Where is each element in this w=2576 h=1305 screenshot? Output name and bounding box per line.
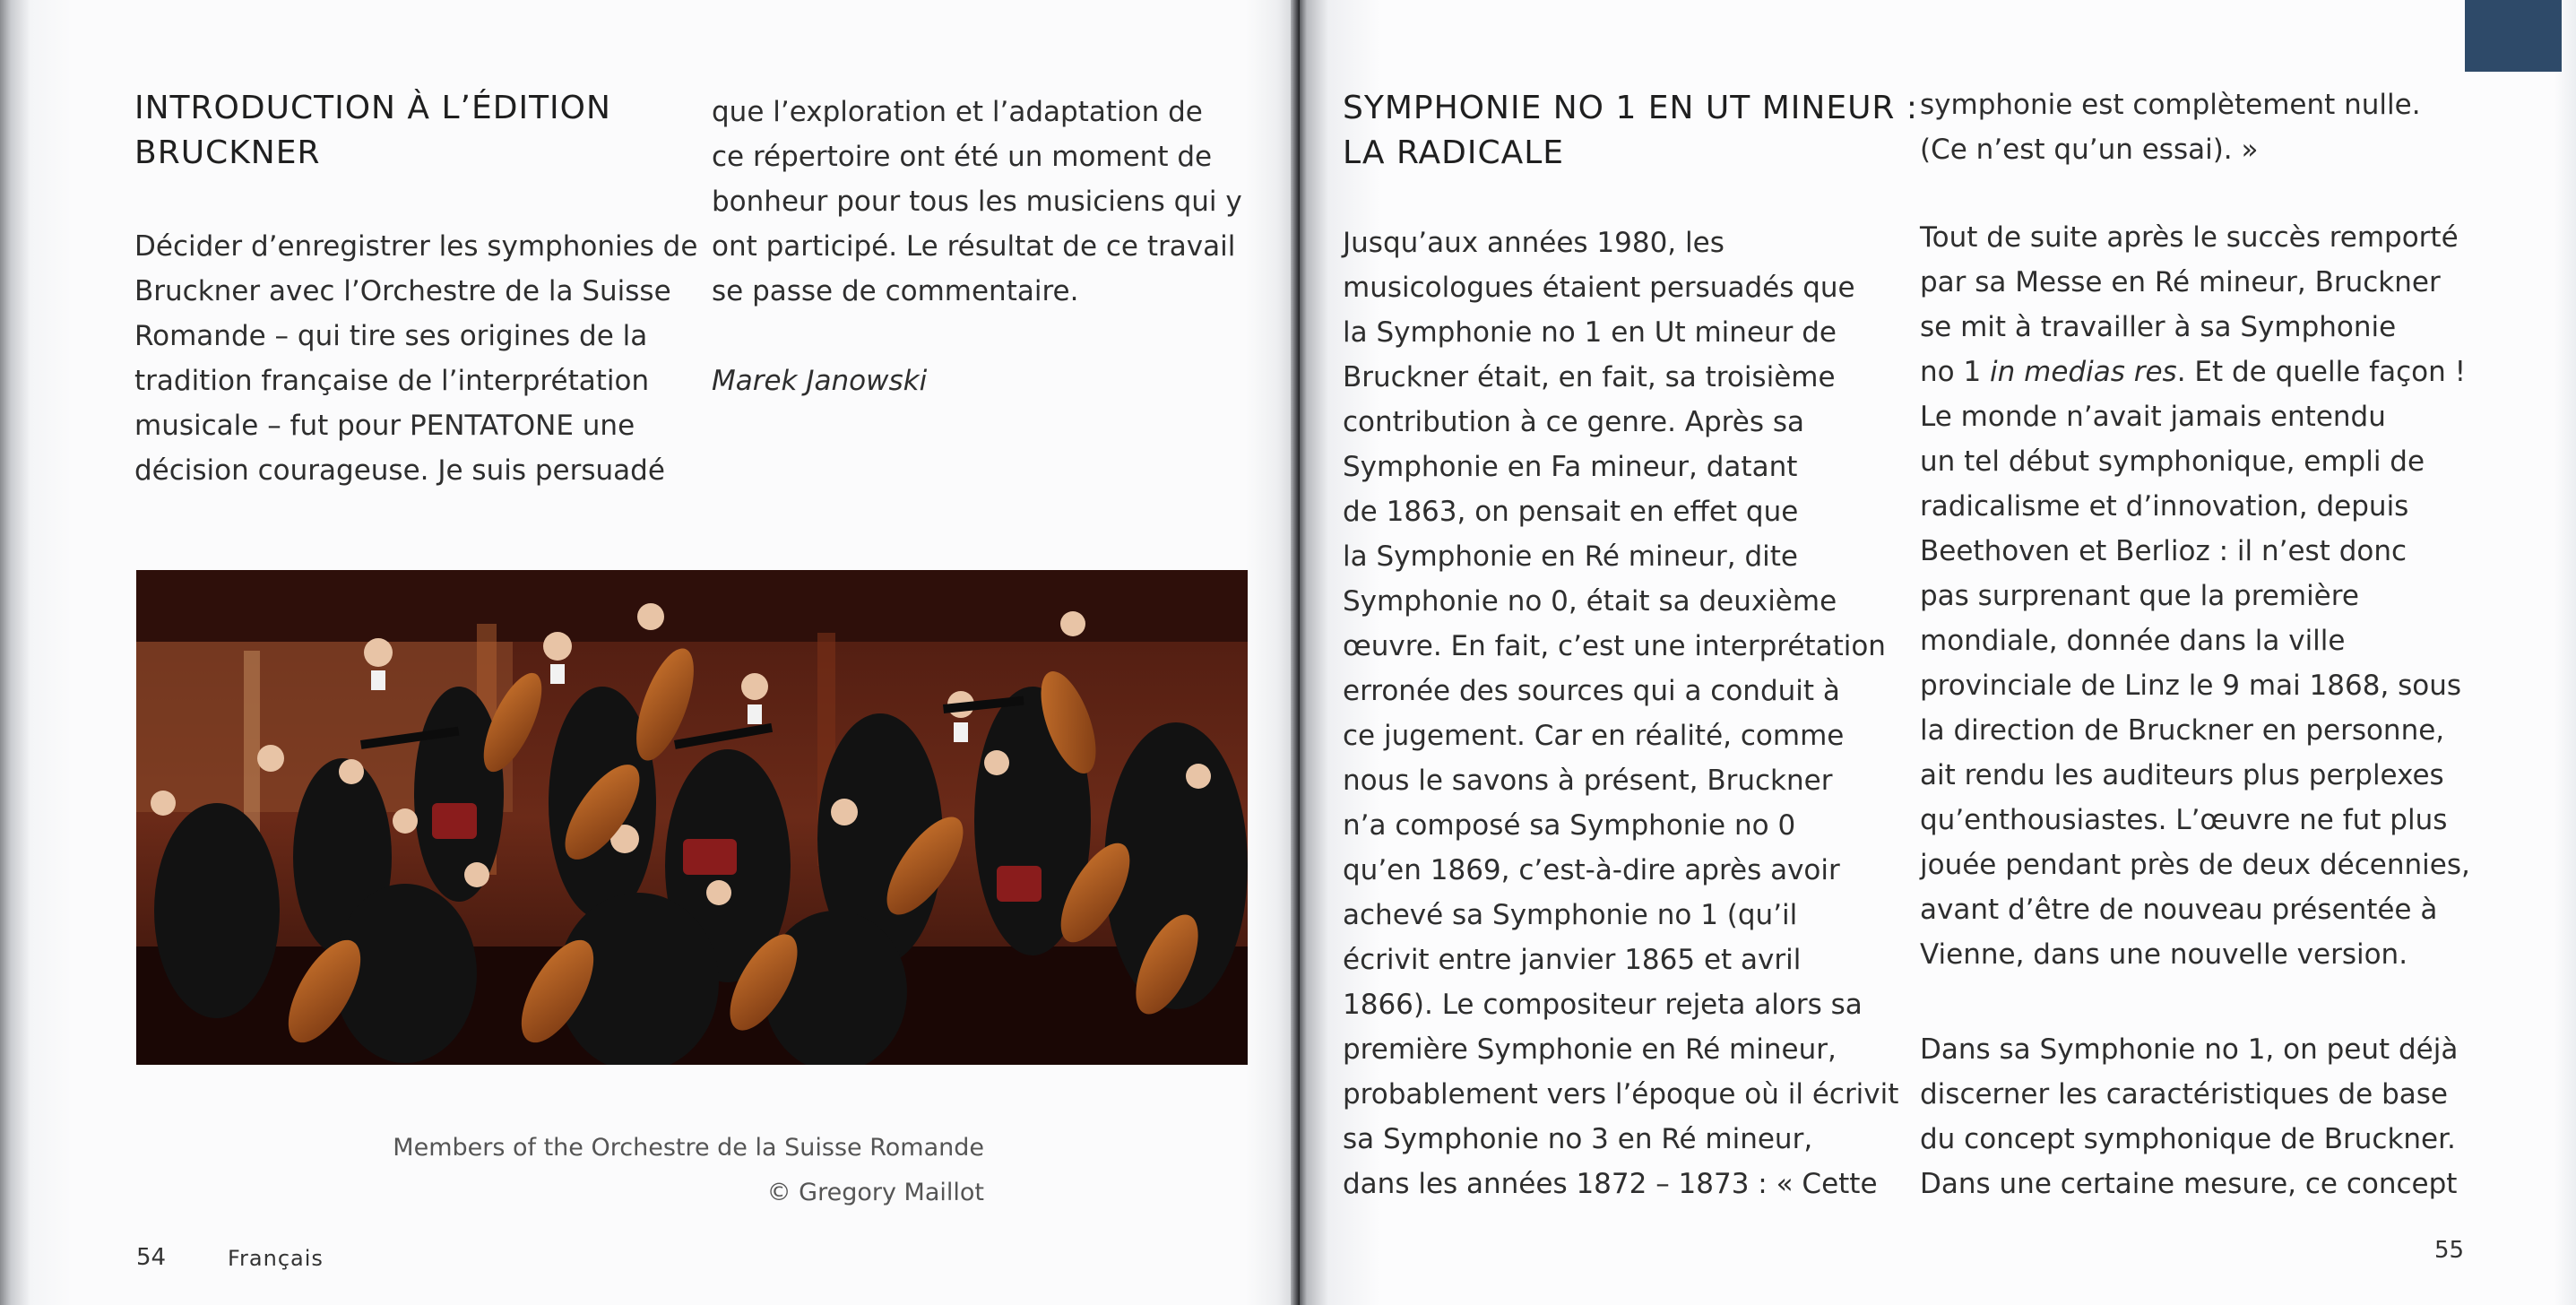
right-column-2-para-2 (1920, 215, 2470, 977)
language-label: Français (228, 1246, 324, 1271)
para-2-text-a: Tout de suite après le succès remporté par sa Messe en Ré mineur, Bruckner se mit à travailler à sa Symphonie no 1 (1920, 221, 2459, 388)
right-column-2-para-1: symphonie est complètement nulle. (Ce n’est qu’un essai). » (1920, 89, 2421, 166)
left-column-1-text: Décider d’enregistrer les symphonies de Bruckner avec l’Orchestre de la Suisse Romande – qui tire ses origines de la tradition française de l’interprétation musicale – fut pour PENTATONE une décision courageuse. Je suis persuadé (134, 230, 698, 487)
para-2-italic-phrase: in medias res (1990, 356, 2177, 388)
page-number-right: 55 (2434, 1237, 2465, 1264)
right-heading: SYMPHONIE NO 1 EN UT MINEUR : LA RADICALE (1343, 90, 1919, 171)
photo-caption: Members of the Orchestre de la Suisse Romande © Gregory Maillot (393, 1134, 984, 1206)
orchestra-photo (136, 570, 1248, 1065)
right-page (1300, 0, 2576, 1305)
left-column-2-text: que l’exploration et l’adaptation de ce répertoire ont été un moment de bonheur pour tous les musiciens qui y ont participé. Le résultat de ce travail se passe de commentaire. (712, 96, 1242, 307)
right-column-1-text: Jusqu’aux années 1980, les musicologues étaient persuadés que la Symphonie no 1 en Ut mineur de Bruckner était, en fait, sa troisième contribution à ce genre. Après sa Symphonie en Fa mineur, datant de 1863, on pensait en effet que la Symphonie en Ré mineur, dite Symphonie no 0, était sa deuxième œuvre. En fait, c’est une interprétation erronée des sources qui a conduit à ce jugement. Car en réalité, comme nous le savons à présent, Bruckner n’a composé sa Symphonie no 0 qu’en 1869, c’est-à-dire après avoir achevé sa Symphonie no 1 (qu’il écrivit entre janvier 1865 et avril 1866). Le compositeur rejeta alors sa première Symphonie en Ré mineur, probablement vers l’époque où il écrivit sa Symphonie no 3 en Ré mineur, dans les années 1872 – 1873 : « Cette (1343, 227, 1899, 1200)
para-2-text-b: . Et de quelle façon ! Le monde n’avait jamais entendu un tel début symphonique, empli de radicalisme et d’innovation, depuis Beethoven et Berlioz : il n’est donc pas surprenant que la première mondiale, donnée dans la ville provinciale de Linz le 9 mai 1868, sous la direction de Bruckner en personne, ait rendu les auditeurs plus perplexes qu’enthousiastes. L’œuvre ne fut plus jouée pendant près de deux décennies, avant d’être de nouveau présentée à Vienne, dans une nouvelle version. (1920, 356, 2470, 971)
orchestra-photo-image (136, 570, 1248, 1065)
page-number-left: 54 (136, 1244, 167, 1271)
left-heading: INTRODUCTION À L’ÉDITION BRUCKNER (134, 90, 611, 171)
right-column-2-para-3: Dans sa Symphonie no 1, on peut déjà discerner les caractéristiques de base du concept symphonique de Bruckner. Dans une certaine mesure, ce concept (1920, 1033, 2459, 1200)
corner-color-tab (2465, 0, 2562, 72)
signature: Marek Janowski (712, 365, 928, 397)
